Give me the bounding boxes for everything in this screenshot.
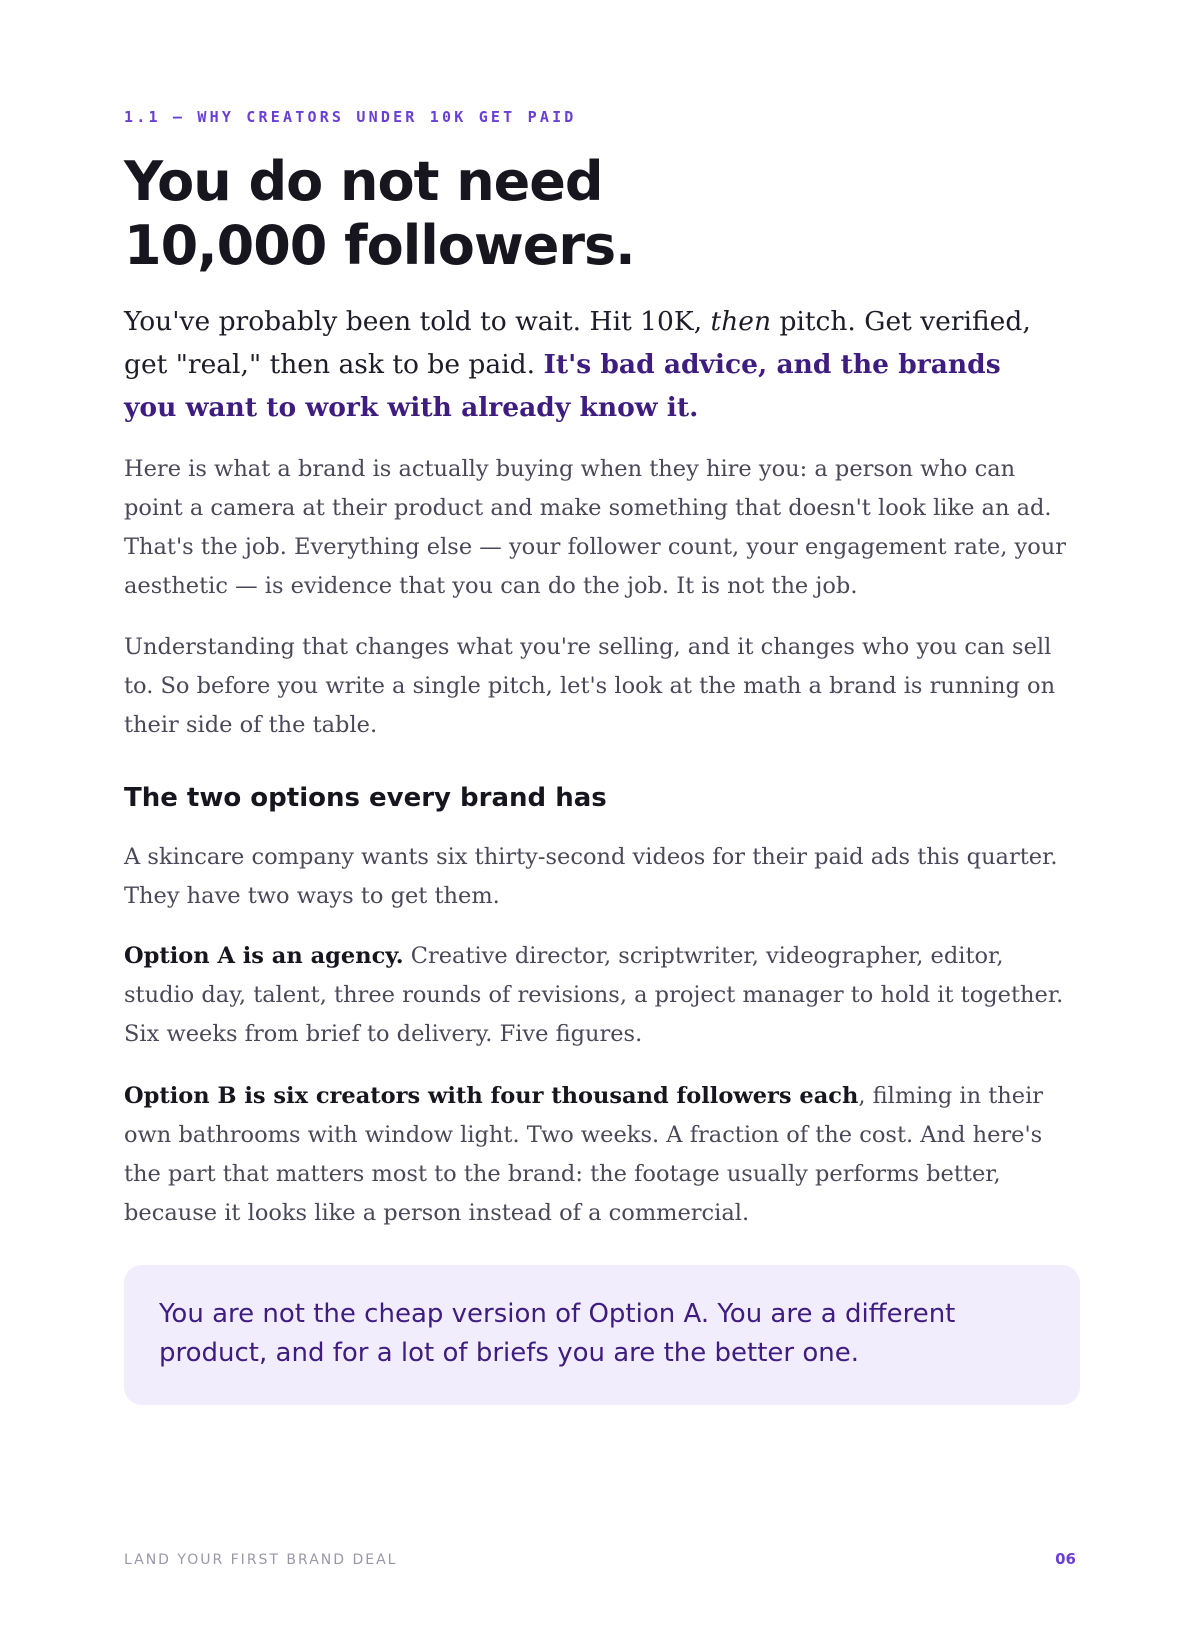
callout-box — [124, 1265, 1080, 1405]
page-title-line-1: You do not need — [124, 150, 603, 213]
page-title-line-2: 10,000 followers. — [124, 214, 635, 277]
lede-text-2: pitch. Get verified, get "real," then ask to be paid. — [124, 306, 1031, 380]
callout-text: You are not the cheap version of Option A. You are a different product, and for a lot of briefs you are the better one. — [159, 1299, 956, 1368]
option-b-paragraph — [124, 1077, 1080, 1233]
option-a-text: Creative director, scriptwriter, videographer, editor, studio day, talent, three rounds of revisions, a project manager to hold it together. Six weeks from brief to delivery. Five figures. — [124, 943, 1064, 1047]
body-paragraph-1: Here is what a brand is actually buying when they hire you: a person who can point a camera at their product and make something that doesn't look like an ad. That's the job. Everything else — your follower count, your engagement rate, your aesthetic — is evidence that you can do the job. It is not the job. — [124, 456, 1067, 599]
lede-paragraph — [124, 300, 1054, 429]
page-title — [124, 150, 635, 278]
lede-text-1: You've probably been told to wait. Hit 10K, — [124, 306, 711, 337]
body-paragraph-2: Understanding that changes what you're selling, and it changes who you can sell to. So before you write a single pitch, let's look at the math a brand is running on their side of the table. — [124, 634, 1056, 738]
option-b-lead: Option B is six creators with four thousand followers each — [124, 1083, 859, 1109]
section-eyebrow: 1.1 — WHY CREATORS UNDER 10K GET PAID — [124, 108, 577, 126]
option-a-paragraph — [124, 937, 1080, 1054]
option-a-lead: Option A is an agency. — [124, 943, 404, 969]
page-number: 06 — [1055, 1550, 1076, 1568]
lede-emphasis: then — [710, 306, 772, 337]
section-heading: The two options every brand has — [124, 783, 607, 813]
lede-accent: It's bad advice, and the brands you want to work with already know it. — [124, 349, 1001, 423]
footer-title: LAND YOUR FIRST BRAND DEAL — [124, 1552, 398, 1568]
section-intro: A skincare company wants six thirty-second videos for their paid ads this quarter. They have two ways to get them. — [124, 844, 1058, 909]
option-b-text: , filming in their own bathrooms with window light. Two weeks. A fraction of the cost. And here's the part that matters most to the brand: the footage usually performs better, because it looks like a person instead of a commercial. — [124, 1083, 1044, 1226]
